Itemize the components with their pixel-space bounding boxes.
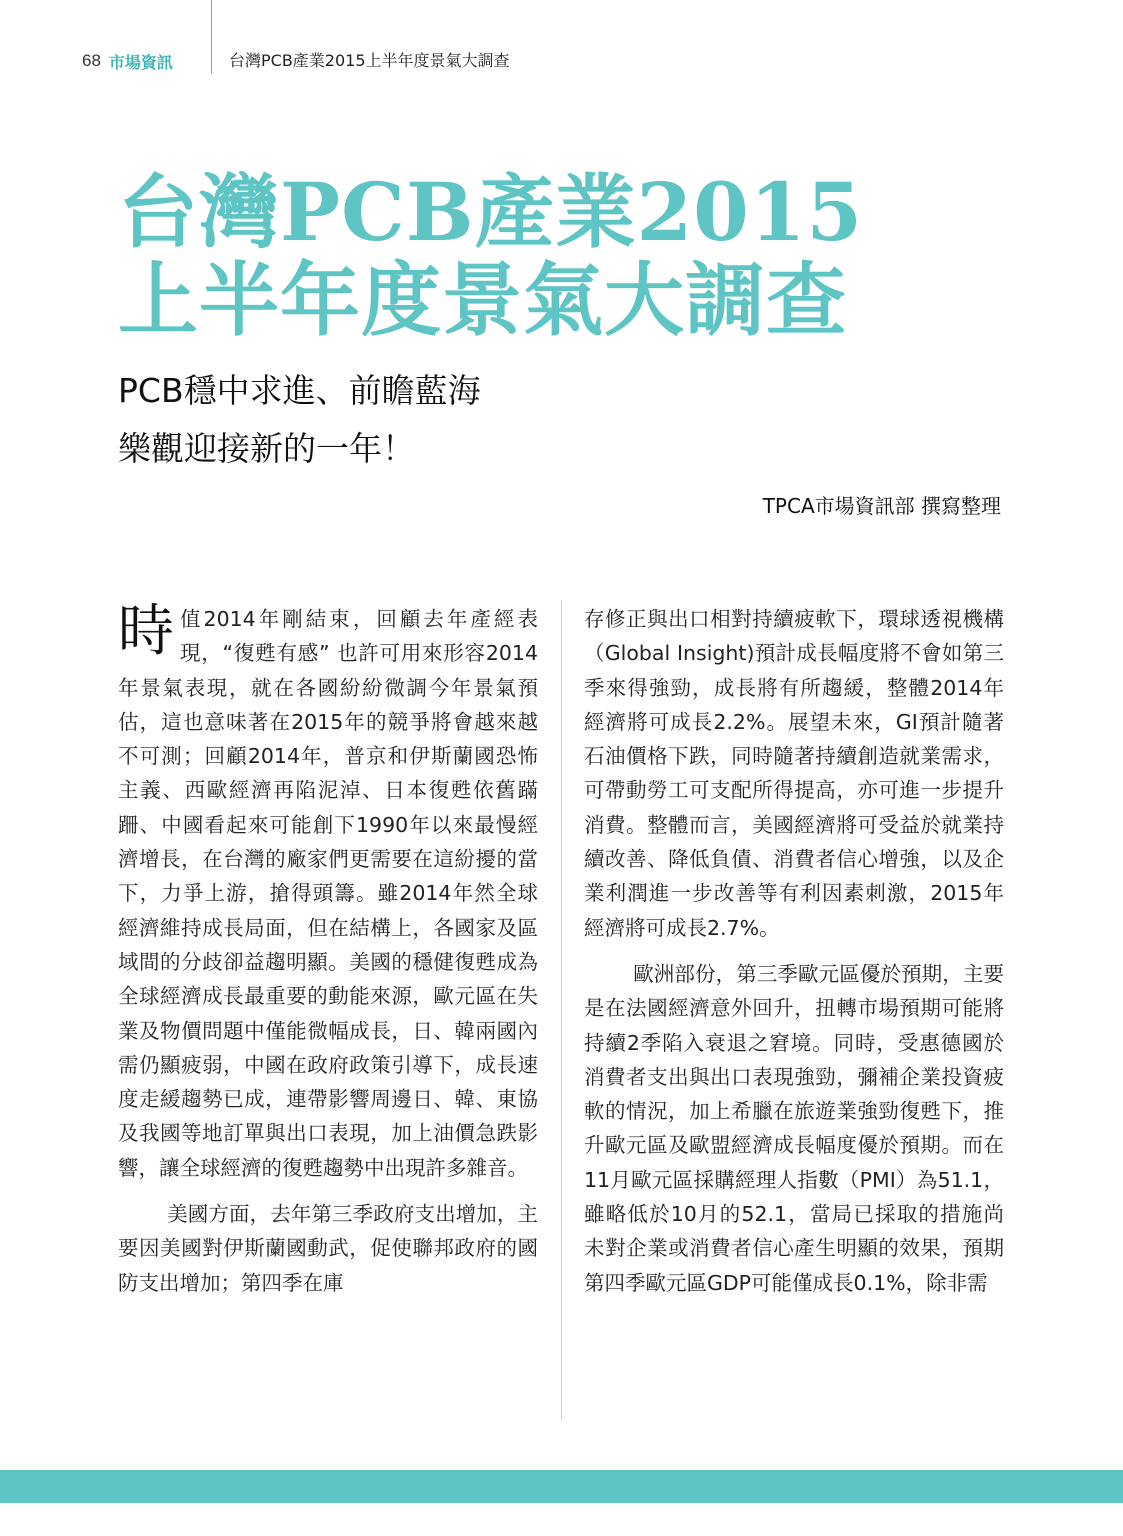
- title-line-2: 上半年度景氣大調查: [118, 253, 847, 347]
- title-line-1: 台灣PCB產業2015: [118, 165, 864, 259]
- paragraph-text: 值2014年剛結束，回顧去年產經表現，“復甦有感” 也許可用來形容2014年景氣表現，就在各國紛紛微調今年景氣預估，這也意味著在2015年的競爭將會越來越不可測；回顧2014年，普京和伊斯蘭國恐怖主義、西歐經濟再陷泥淖、日本復甦依舊蹣跚、中國看起來可能創下1990年以來最慢經濟增長，在台灣的廠家們更需要在這紛擾的當下，力爭上游，搶得頭籌。雖2014年然全球經濟維持成長局面，但在結構上，各國家及區域間的分歧卻益趨明顯。美國的穩健復甦成為全球經濟成長最重要的動能來源，歐元區在失業及物價問題中僅能微幅成長，日、韓兩國內需仍顯疲弱，中國在政府政策引導下，成長速度走緩趨勢已成，連帶影響周邊日、韓、東協及我國等地訂單與出口表現，加上油價急跌影響，讓全球經濟的復甦趨勢中出現許多雜音。: [118, 607, 538, 1180]
- subtitle-line-2: 樂觀迎接新的一年！: [118, 429, 415, 468]
- paragraph: [118, 599, 538, 1185]
- page-number: 68: [82, 51, 101, 70]
- footer-bar: [0, 1470, 1123, 1503]
- column-divider: [561, 600, 562, 1420]
- byline: TPCA市場資訊部 撰寫整理: [762, 494, 1001, 518]
- running-header: [82, 48, 173, 74]
- article-column-left: [118, 599, 538, 1300]
- paragraph: 美國方面，去年第三季政府支出增加，主要因美國對伊斯蘭國動武，促使聯邦政府的國防支出增加；第四季在庫: [118, 1202, 538, 1295]
- paragraph: 存修正與出口相對持續疲軟下，環球透視機構（Global Insight)預計成長幅度將不會如第三季來得強勁，成長將有所趨緩，整體2014年經濟將可成長2.2%。展望未來，GI預計隨著石油價格下跌，同時隨著持續創造就業需求，可帶動勞工可支配所得提高，亦可進一步提升消費。整體而言，美國經濟將可受益於就業持續改善、降低負債、消費者信心增強，以及企業利潤進一步改善等有利因素刺激，2015年經濟將可成長2.7%。: [584, 607, 1004, 940]
- article-subtitle: [118, 362, 481, 478]
- subtitle-line-1: PCB穩中求進、前瞻藍海: [118, 371, 481, 410]
- drop-cap: 時: [118, 599, 174, 664]
- running-title: 台灣PCB產業2015上半年度景氣大調查: [229, 51, 510, 70]
- paragraph: 歐洲部份，第三季歐元區優於預期，主要是在法國經濟意外回升，扭轉市場預期可能將持續2季陷入衰退之窘境。同時，受惠德國於消費者支出與出口表現強勁，彌補企業投資疲軟的情況，加上希臘在旅遊業強勁復甦下，推升歐元區及歐盟經濟成長幅度優於預期。而在11月歐元區採購經理人指數（PMI）為51.1，雖略低於10月的52.1，當局已採取的措施尚未對企業或消費者信心產生明顯的效果，預期第四季歐元區GDP可能僅成長0.1%，除非需: [584, 961, 1004, 1295]
- article-title: [118, 165, 864, 347]
- section-label: 市場資訊: [108, 52, 173, 72]
- header-divider: [211, 0, 212, 74]
- article-column-right: [584, 602, 1004, 1300]
